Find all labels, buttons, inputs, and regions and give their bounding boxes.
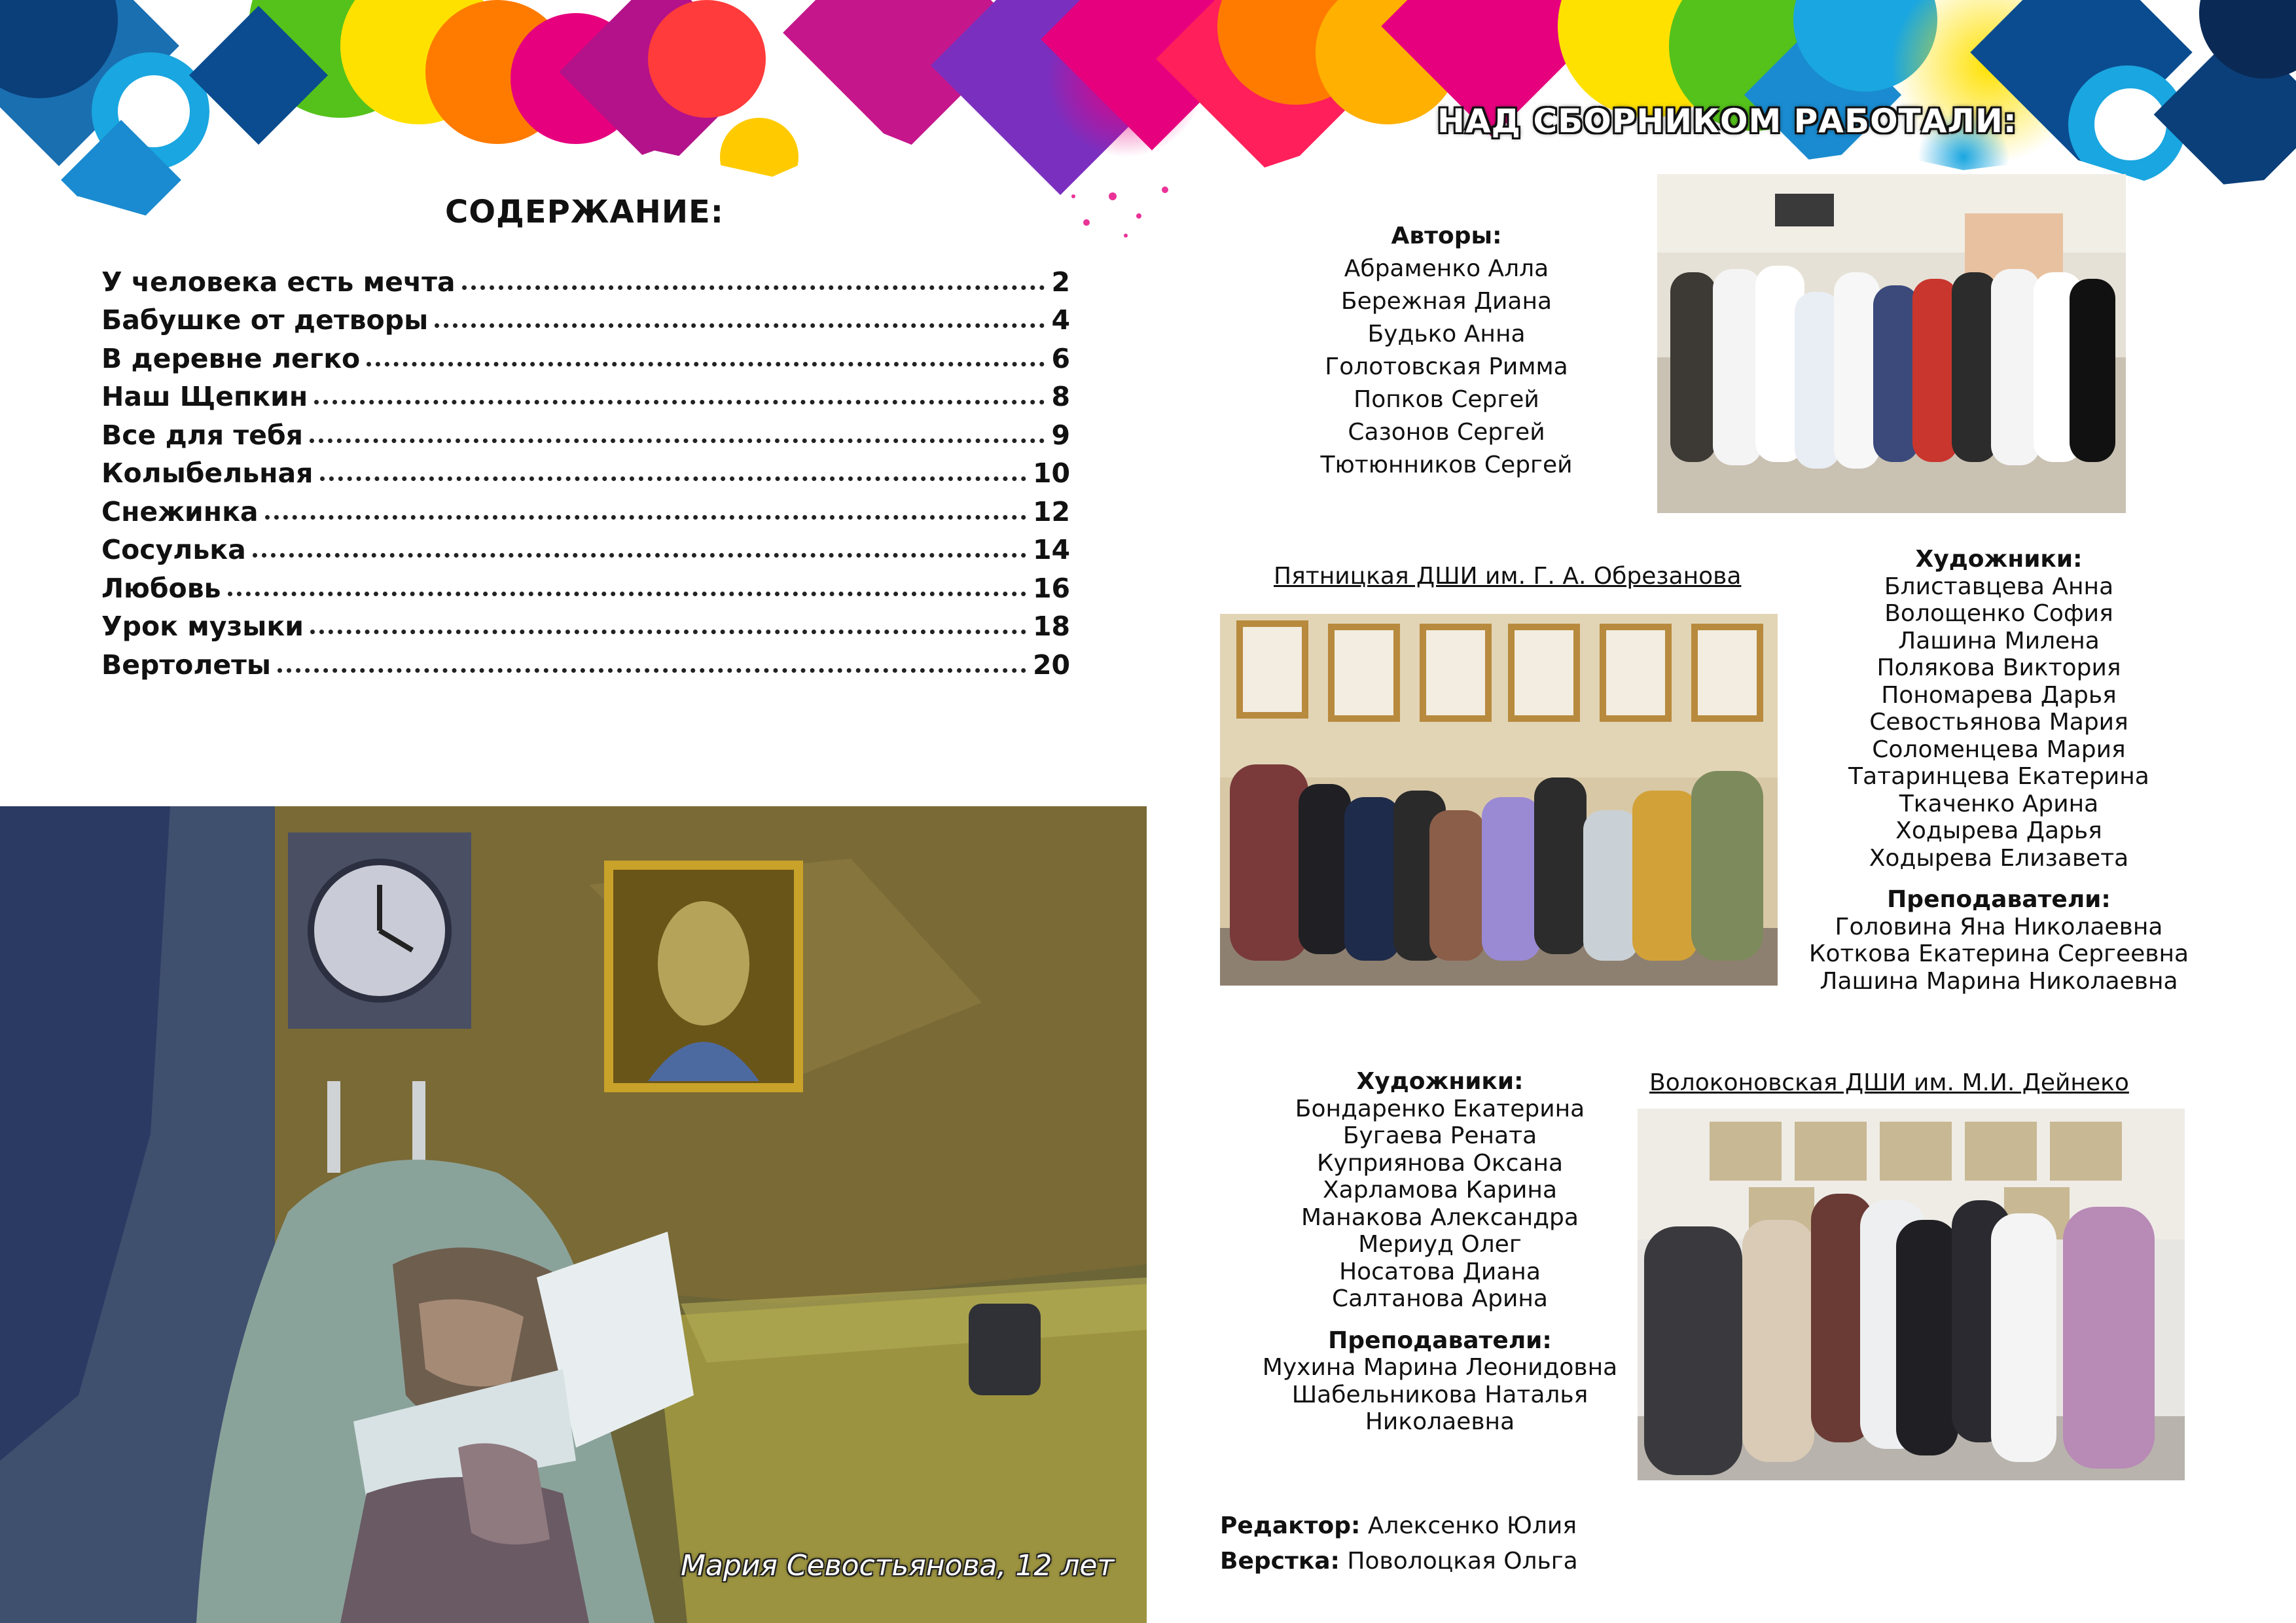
table-of-contents	[101, 259, 1070, 681]
toc-entry-page: 20	[1032, 649, 1070, 681]
author-name: Абраменко Алла	[1344, 255, 1549, 282]
toc-entry-title: Все для тебя	[101, 419, 303, 451]
toc-entry-title: Сосулька	[101, 534, 246, 565]
toc-entry[interactable]	[101, 412, 1070, 451]
toc-entry[interactable]	[101, 489, 1070, 527]
teacher-name: Николаевна	[1365, 1408, 1515, 1435]
toc-entry[interactable]	[101, 259, 1070, 298]
artist-name: Ходырева Елизавета	[1869, 844, 2129, 872]
layout-label: Верстка:	[1220, 1548, 1340, 1575]
dot-leader	[253, 553, 1026, 558]
toc-entry-page: 14	[1032, 534, 1070, 565]
artist-name: Полякова Виктория	[1876, 654, 2121, 681]
school1-artists-block	[1780, 546, 2217, 995]
artist-name: Куприянова Оксана	[1316, 1149, 1564, 1177]
artist-name: Бугаева Рената	[1342, 1122, 1537, 1149]
toc-entry-title: Урок музыки	[101, 611, 304, 642]
artist-name: Ходырева Дарья	[1895, 817, 2102, 844]
author-name: Тютюнников Сергей	[1320, 452, 1573, 478]
artist-name: Севостьянова Мария	[1869, 709, 2128, 736]
dot-leader	[462, 285, 1045, 290]
toc-entry-title: Любовь	[101, 572, 221, 604]
teacher-name: Коткова Екатерина Сергеевна	[1808, 940, 2189, 967]
toc-entry-page: 9	[1051, 419, 1070, 451]
artist-name: Харламова Карина	[1322, 1177, 1557, 1204]
toc-entry-page: 4	[1051, 304, 1070, 336]
artist-name: Волощенко София	[1884, 600, 2113, 627]
dot-leader	[228, 592, 1026, 596]
dot-leader	[265, 515, 1026, 520]
artist-name: Лашина Милена	[1898, 627, 2100, 654]
dot-leader	[278, 668, 1026, 673]
toc-entry[interactable]	[101, 527, 1070, 566]
artist-name: Ткаченко Арина	[1899, 790, 2099, 817]
artist-name: Мериуд Олег	[1358, 1231, 1522, 1258]
toc-entry-page: 10	[1032, 457, 1070, 489]
toc-entry-page: 8	[1051, 381, 1070, 412]
author-name: Попков Сергей	[1354, 386, 1539, 413]
dot-leader	[310, 438, 1045, 443]
dot-leader	[435, 323, 1045, 328]
school2-artists-heading: Художники:	[1356, 1068, 1524, 1095]
toc-entry-title: В деревне легко	[101, 342, 361, 374]
artist-name: Салтанова Арина	[1332, 1285, 1548, 1312]
dot-leader	[314, 400, 1045, 404]
production-credits	[1220, 1508, 1578, 1579]
credits-title: НАД СБОРНИКОМ РАБОТАЛИ:	[1437, 102, 2017, 140]
dot-leader	[310, 630, 1026, 634]
dot-leader	[367, 362, 1045, 366]
painting-illustration	[0, 806, 1147, 1623]
artist-name: Блиставцева Анна	[1884, 573, 2114, 600]
authors-heading: Авторы:	[1391, 223, 1502, 249]
school2-group-photo	[1638, 1109, 2185, 1480]
author-name: Бережная Диана	[1340, 288, 1552, 315]
toc-entry-page: 16	[1032, 572, 1070, 604]
editor-line	[1220, 1508, 1578, 1544]
toc-entry[interactable]	[101, 642, 1070, 681]
school2-teachers-heading: Преподаватели:	[1328, 1327, 1552, 1354]
painting-caption: Мария Севостьянова, 12 лет	[681, 1549, 1115, 1582]
authors-group-photo	[1657, 174, 2126, 513]
toc-entry-page: 12	[1032, 495, 1070, 527]
layout-name: Поволоцкая Ольга	[1347, 1548, 1578, 1575]
toc-entry[interactable]	[101, 374, 1070, 413]
toc-entry-page: 2	[1051, 266, 1070, 298]
toc-entry[interactable]	[101, 604, 1070, 643]
school1-label: Пятницкая ДШИ им. Г. А. Обрезанова	[1274, 563, 1742, 590]
artist-name: Татаринцева Екатерина	[1848, 763, 2149, 790]
toc-entry[interactable]	[101, 451, 1070, 490]
toc-entry-page: 18	[1032, 611, 1070, 642]
teacher-name: Мухина Марина Леонидовна	[1262, 1354, 1618, 1381]
author-name: Голотовская Римма	[1325, 353, 1568, 380]
toc-entry[interactable]	[101, 336, 1070, 374]
dot-leader	[320, 476, 1026, 481]
school1-teachers-heading: Преподаватели:	[1887, 886, 2111, 913]
artist-name: Бондаренко Екатерина	[1295, 1095, 1585, 1122]
editor-label: Редактор:	[1220, 1512, 1361, 1539]
toc-entry-title: Снежинка	[101, 495, 259, 527]
toc-entry[interactable]	[101, 298, 1070, 336]
artist-name: Пономарева Дарья	[1881, 681, 2117, 709]
artist-name: Соломенцева Мария	[1872, 736, 2126, 763]
author-name: Будько Анна	[1367, 321, 1526, 348]
editor-name: Алексенко Юлия	[1367, 1512, 1577, 1539]
artist-name: Манакова Александра	[1301, 1204, 1579, 1231]
author-name: Сазонов Сергей	[1348, 419, 1545, 446]
teacher-name: Лашина Марина Николаевна	[1820, 967, 2178, 995]
toc-entry-title: Наш Щепкин	[101, 381, 308, 412]
toc-entry-page: 6	[1051, 342, 1070, 374]
school1-group-photo	[1220, 614, 1778, 986]
toc-entry-title: Колыбельная	[101, 457, 314, 489]
toc-entry[interactable]	[101, 565, 1070, 604]
artist-name: Носатова Диана	[1339, 1258, 1541, 1285]
teacher-name: Головина Яна Николаевна	[1835, 913, 2163, 940]
school1-artists-heading: Художники:	[1915, 546, 2083, 573]
toc-entry-title: Вертолеты	[101, 649, 272, 681]
layout-line	[1220, 1544, 1578, 1579]
school2-artists-block	[1230, 1068, 1649, 1436]
teacher-name: Шабельникова Наталья	[1291, 1381, 1588, 1408]
toc-title: СОДЕРЖАНИЕ:	[445, 194, 724, 230]
authors-block	[1283, 220, 1610, 482]
toc-entry-title: Бабушке от детворы	[101, 304, 429, 336]
school2-label: Волоконовская ДШИ им. М.И. Дейнеко	[1649, 1069, 2129, 1096]
toc-entry-title: У человека есть мечта	[101, 266, 456, 298]
